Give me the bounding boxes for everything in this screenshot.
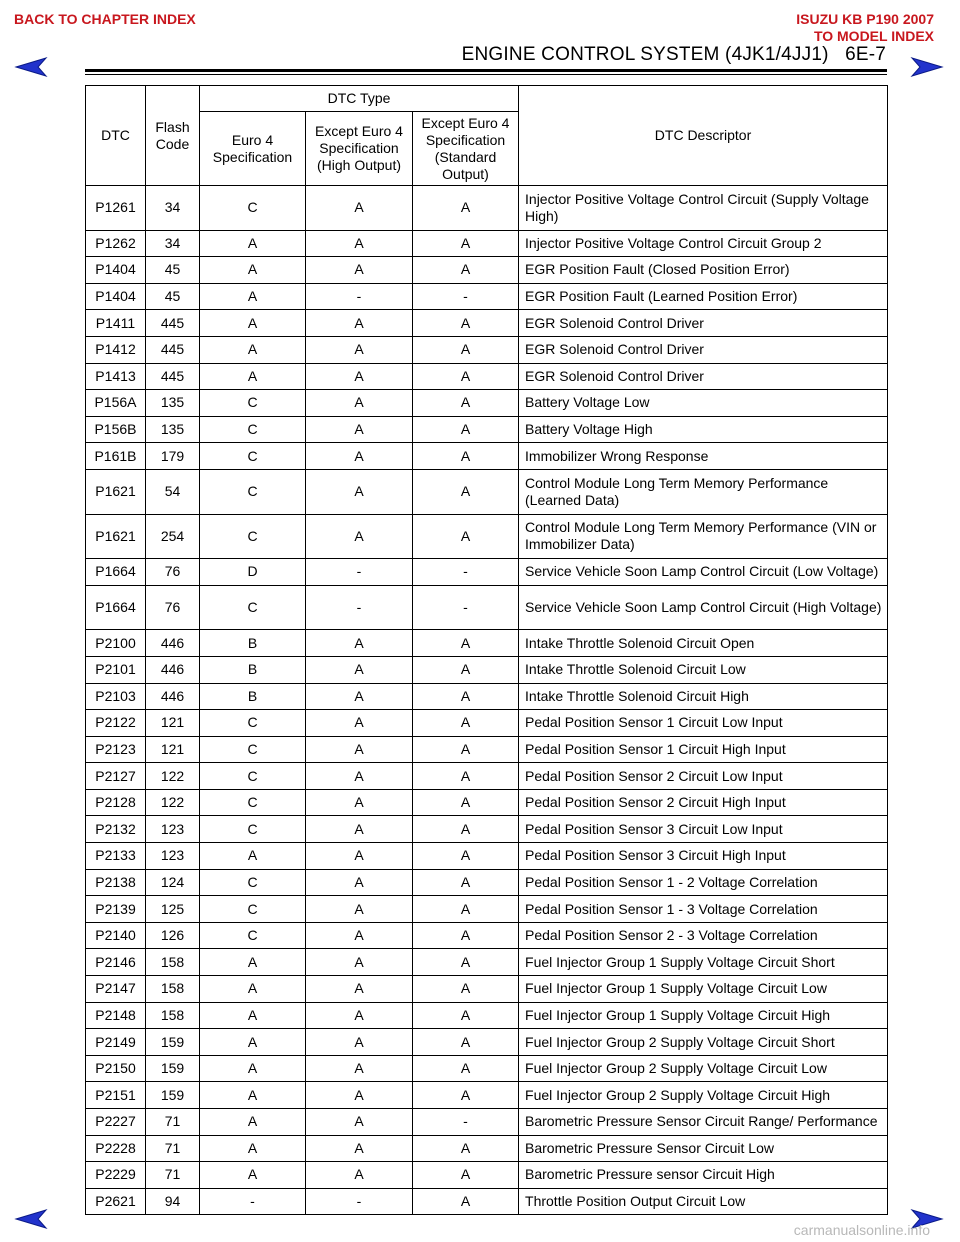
table-row	[86, 869, 888, 896]
flash-code: 135	[146, 416, 200, 443]
dtc-code: P2151	[86, 1082, 146, 1109]
page-number: 6E-7	[845, 44, 886, 65]
dtc-descriptor: Barometric Pressure sensor Circuit High	[519, 1162, 888, 1189]
except-euro4-standard-type: A	[413, 514, 519, 559]
except-euro4-high-type: A	[306, 763, 413, 790]
except-euro4-high-type: A	[306, 1029, 413, 1056]
dtc-descriptor: Pedal Position Sensor 3 Circuit Low Input	[519, 816, 888, 843]
flash-code: 121	[146, 736, 200, 763]
euro4-type: A	[200, 1082, 306, 1109]
model-title-link[interactable]: ISUZU KB P190 2007	[796, 11, 934, 27]
dtc-code: P1621	[86, 469, 146, 514]
flash-code: 71	[146, 1109, 200, 1136]
flash-code: 125	[146, 896, 200, 923]
dtc-code: P2127	[86, 763, 146, 790]
dtc-descriptor: Service Vehicle Soon Lamp Control Circuit (Low Voltage)	[519, 559, 888, 586]
flash-code: 34	[146, 186, 200, 231]
dtc-code: P2103	[86, 683, 146, 710]
flash-code: 76	[146, 585, 200, 630]
euro4-type: C	[200, 186, 306, 231]
table-row	[86, 1188, 888, 1215]
dtc-code: P2229	[86, 1162, 146, 1189]
dtc-code: P1411	[86, 310, 146, 337]
dtc-code: P2228	[86, 1135, 146, 1162]
col-header-flash-code: Flash Code	[146, 86, 200, 186]
dtc-code: P2128	[86, 789, 146, 816]
flash-code: 71	[146, 1162, 200, 1189]
flash-code: 446	[146, 656, 200, 683]
except-euro4-high-type: A	[306, 390, 413, 417]
dtc-descriptor: Pedal Position Sensor 1 Circuit Low Input	[519, 710, 888, 737]
dtc-descriptor: Intake Throttle Solenoid Circuit Open	[519, 630, 888, 657]
except-euro4-high-type: A	[306, 736, 413, 763]
table-row	[86, 683, 888, 710]
dtc-descriptor: Intake Throttle Solenoid Circuit High	[519, 683, 888, 710]
except-euro4-standard-type: -	[413, 1109, 519, 1136]
flash-code: 45	[146, 257, 200, 284]
except-euro4-high-type: A	[306, 310, 413, 337]
dtc-descriptor: Fuel Injector Group 2 Supply Voltage Circuit Short	[519, 1029, 888, 1056]
flash-code: 158	[146, 949, 200, 976]
col-header-euro4: Euro 4 Specification	[200, 112, 306, 186]
back-to-chapter-index-link[interactable]: BACK TO CHAPTER INDEX	[14, 11, 196, 27]
except-euro4-standard-type: A	[413, 1188, 519, 1215]
dtc-descriptor: Battery Voltage Low	[519, 390, 888, 417]
euro4-type: C	[200, 585, 306, 630]
euro4-type: C	[200, 390, 306, 417]
euro4-type: C	[200, 469, 306, 514]
dtc-descriptor: Pedal Position Sensor 2 - 3 Voltage Correlation	[519, 922, 888, 949]
euro4-type: C	[200, 710, 306, 737]
flash-code: 124	[146, 869, 200, 896]
flash-code: 159	[146, 1055, 200, 1082]
except-euro4-high-type: -	[306, 283, 413, 310]
except-euro4-high-type: -	[306, 1188, 413, 1215]
flash-code: 94	[146, 1188, 200, 1215]
euro4-type: A	[200, 363, 306, 390]
dtc-table-body	[86, 186, 888, 1215]
dtc-code: P2101	[86, 656, 146, 683]
flash-code: 54	[146, 469, 200, 514]
page-header	[462, 44, 886, 66]
except-euro4-standard-type: A	[413, 736, 519, 763]
table-row	[86, 514, 888, 559]
dtc-table	[85, 85, 888, 1215]
table-row	[86, 1135, 888, 1162]
except-euro4-standard-type: A	[413, 1135, 519, 1162]
except-euro4-high-type: A	[306, 949, 413, 976]
except-euro4-high-type: A	[306, 443, 413, 470]
dtc-descriptor: Fuel Injector Group 1 Supply Voltage Circuit High	[519, 1002, 888, 1029]
dtc-code: P156B	[86, 416, 146, 443]
dtc-descriptor: Intake Throttle Solenoid Circuit Low	[519, 656, 888, 683]
dtc-descriptor: Pedal Position Sensor 1 Circuit High Input	[519, 736, 888, 763]
dtc-code: P161B	[86, 443, 146, 470]
dtc-code: P2123	[86, 736, 146, 763]
euro4-type: A	[200, 1055, 306, 1082]
except-euro4-high-type: A	[306, 710, 413, 737]
table-row	[86, 336, 888, 363]
table-row	[86, 816, 888, 843]
dtc-code: P2122	[86, 710, 146, 737]
dtc-descriptor: Pedal Position Sensor 3 Circuit High Input	[519, 843, 888, 870]
except-euro4-standard-type: A	[413, 683, 519, 710]
except-euro4-standard-type: A	[413, 443, 519, 470]
dtc-descriptor: Barometric Pressure Sensor Circuit Low	[519, 1135, 888, 1162]
flash-code: 34	[146, 230, 200, 257]
flash-code: 445	[146, 363, 200, 390]
dtc-code: P2132	[86, 816, 146, 843]
dtc-code: P1664	[86, 585, 146, 630]
flash-code: 123	[146, 816, 200, 843]
except-euro4-standard-type: -	[413, 559, 519, 586]
except-euro4-high-type: A	[306, 1109, 413, 1136]
euro4-type: C	[200, 869, 306, 896]
flash-code: 123	[146, 843, 200, 870]
col-header-dtc: DTC	[86, 86, 146, 186]
table-row	[86, 1162, 888, 1189]
except-euro4-standard-type: A	[413, 230, 519, 257]
euro4-type: A	[200, 257, 306, 284]
euro4-type: C	[200, 922, 306, 949]
euro4-type: A	[200, 949, 306, 976]
euro4-type: D	[200, 559, 306, 586]
euro4-type: C	[200, 789, 306, 816]
except-euro4-high-type: A	[306, 230, 413, 257]
dtc-descriptor: Pedal Position Sensor 2 Circuit High Input	[519, 789, 888, 816]
dtc-code: P2140	[86, 922, 146, 949]
dtc-descriptor: Control Module Long Term Memory Performance (Learned Data)	[519, 469, 888, 514]
dtc-descriptor: Fuel Injector Group 1 Supply Voltage Circuit Short	[519, 949, 888, 976]
except-euro4-standard-type: A	[413, 763, 519, 790]
table-row	[86, 710, 888, 737]
dtc-code: P1404	[86, 283, 146, 310]
flash-code: 445	[146, 336, 200, 363]
except-euro4-high-type: A	[306, 683, 413, 710]
except-euro4-high-type: A	[306, 1002, 413, 1029]
table-row	[86, 186, 888, 231]
euro4-type: A	[200, 1029, 306, 1056]
flash-code: 446	[146, 683, 200, 710]
except-euro4-standard-type: A	[413, 922, 519, 949]
euro4-type: C	[200, 763, 306, 790]
except-euro4-high-type: A	[306, 1135, 413, 1162]
next-page-arrow-icon[interactable]	[910, 56, 944, 78]
table-row	[86, 1029, 888, 1056]
dtc-code: P1262	[86, 230, 146, 257]
dtc-descriptor: Control Module Long Term Memory Performance (VIN or Immobilizer Data)	[519, 514, 888, 559]
euro4-type: A	[200, 1135, 306, 1162]
dtc-code: P1621	[86, 514, 146, 559]
except-euro4-standard-type: A	[413, 976, 519, 1003]
euro4-type: A	[200, 1162, 306, 1189]
flash-code: 126	[146, 922, 200, 949]
euro4-type: B	[200, 656, 306, 683]
except-euro4-standard-type: A	[413, 816, 519, 843]
watermark: carmanualsonline.info	[793, 1222, 930, 1238]
flash-code: 122	[146, 789, 200, 816]
dtc-descriptor: Battery Voltage High	[519, 416, 888, 443]
flash-code: 122	[146, 763, 200, 790]
except-euro4-high-type: A	[306, 1082, 413, 1109]
except-euro4-standard-type: A	[413, 469, 519, 514]
flash-code: 446	[146, 630, 200, 657]
table-row	[86, 283, 888, 310]
except-euro4-standard-type: A	[413, 630, 519, 657]
euro4-type: A	[200, 283, 306, 310]
dtc-descriptor: Pedal Position Sensor 1 - 3 Voltage Correlation	[519, 896, 888, 923]
except-euro4-high-type: A	[306, 789, 413, 816]
table-row	[86, 469, 888, 514]
except-euro4-standard-type: -	[413, 283, 519, 310]
dtc-code: P2621	[86, 1188, 146, 1215]
except-euro4-high-type: A	[306, 514, 413, 559]
table-row	[86, 630, 888, 657]
except-euro4-standard-type: -	[413, 585, 519, 630]
dtc-code: P2147	[86, 976, 146, 1003]
table-row	[86, 896, 888, 923]
dtc-code: P156A	[86, 390, 146, 417]
dtc-code: P2146	[86, 949, 146, 976]
except-euro4-high-type: A	[306, 416, 413, 443]
euro4-type: C	[200, 896, 306, 923]
flash-code: 159	[146, 1082, 200, 1109]
dtc-descriptor: Service Vehicle Soon Lamp Control Circuit (High Voltage)	[519, 585, 888, 630]
dtc-code: P2150	[86, 1055, 146, 1082]
euro4-type: A	[200, 336, 306, 363]
table-row	[86, 736, 888, 763]
dtc-code: P2149	[86, 1029, 146, 1056]
col-header-dtc-type: DTC Type	[200, 86, 519, 112]
table-row	[86, 976, 888, 1003]
except-euro4-standard-type: A	[413, 186, 519, 231]
col-header-except-euro4-high: Except Euro 4 Specification (High Output)	[306, 112, 413, 186]
euro4-type: A	[200, 230, 306, 257]
except-euro4-standard-type: A	[413, 843, 519, 870]
euro4-type: C	[200, 416, 306, 443]
table-row	[86, 310, 888, 337]
euro4-type: C	[200, 736, 306, 763]
table-row	[86, 390, 888, 417]
header-rule-thin	[85, 74, 887, 75]
except-euro4-standard-type: A	[413, 1055, 519, 1082]
except-euro4-high-type: A	[306, 656, 413, 683]
table-row	[86, 443, 888, 470]
dtc-descriptor: Injector Positive Voltage Control Circuit Group 2	[519, 230, 888, 257]
table-row	[86, 416, 888, 443]
dtc-code: P1412	[86, 336, 146, 363]
dtc-code: P2148	[86, 1002, 146, 1029]
dtc-descriptor: Pedal Position Sensor 2 Circuit Low Input	[519, 763, 888, 790]
except-euro4-standard-type: A	[413, 1082, 519, 1109]
table-row	[86, 363, 888, 390]
table-row	[86, 922, 888, 949]
except-euro4-standard-type: A	[413, 1002, 519, 1029]
except-euro4-standard-type: A	[413, 789, 519, 816]
except-euro4-high-type: A	[306, 869, 413, 896]
except-euro4-standard-type: A	[413, 656, 519, 683]
table-row	[86, 230, 888, 257]
except-euro4-high-type: -	[306, 585, 413, 630]
except-euro4-high-type: A	[306, 922, 413, 949]
dtc-descriptor: EGR Solenoid Control Driver	[519, 363, 888, 390]
except-euro4-standard-type: A	[413, 869, 519, 896]
flash-code: 158	[146, 976, 200, 1003]
except-euro4-standard-type: A	[413, 336, 519, 363]
flash-code: 159	[146, 1029, 200, 1056]
euro4-type: A	[200, 843, 306, 870]
table-row	[86, 763, 888, 790]
dtc-descriptor: Fuel Injector Group 1 Supply Voltage Circuit Low	[519, 976, 888, 1003]
flash-code: 445	[146, 310, 200, 337]
table-row	[86, 789, 888, 816]
except-euro4-high-type: A	[306, 976, 413, 1003]
except-euro4-standard-type: A	[413, 310, 519, 337]
table-row	[86, 1082, 888, 1109]
euro4-type: B	[200, 683, 306, 710]
table-row	[86, 585, 888, 630]
except-euro4-standard-type: A	[413, 363, 519, 390]
dtc-descriptor: Injector Positive Voltage Control Circuit (Supply Voltage High)	[519, 186, 888, 231]
dtc-descriptor: EGR Position Fault (Learned Position Error)	[519, 283, 888, 310]
flash-code: 135	[146, 390, 200, 417]
header-rule-thick	[85, 69, 887, 72]
dtc-code: P1404	[86, 257, 146, 284]
except-euro4-high-type: A	[306, 630, 413, 657]
dtc-descriptor: EGR Solenoid Control Driver	[519, 336, 888, 363]
euro4-type: A	[200, 976, 306, 1003]
except-euro4-high-type: A	[306, 816, 413, 843]
dtc-descriptor: Fuel Injector Group 2 Supply Voltage Circuit High	[519, 1082, 888, 1109]
except-euro4-standard-type: A	[413, 710, 519, 737]
page-section-title: ENGINE CONTROL SYSTEM (4JK1/4JJ1)	[461, 44, 829, 65]
flash-code: 76	[146, 559, 200, 586]
dtc-code: P2100	[86, 630, 146, 657]
dtc-code: P2227	[86, 1109, 146, 1136]
except-euro4-standard-type: A	[413, 257, 519, 284]
col-header-except-euro4-standard: Except Euro 4 Specification (Standard Output)	[413, 112, 519, 186]
euro4-type: A	[200, 1109, 306, 1136]
except-euro4-standard-type: A	[413, 896, 519, 923]
euro4-type: C	[200, 816, 306, 843]
dtc-code: P1413	[86, 363, 146, 390]
dtc-descriptor: Fuel Injector Group 2 Supply Voltage Circuit Low	[519, 1055, 888, 1082]
except-euro4-standard-type: A	[413, 1029, 519, 1056]
table-row	[86, 257, 888, 284]
dtc-code: P2138	[86, 869, 146, 896]
except-euro4-high-type: A	[306, 1162, 413, 1189]
previous-page-arrow-icon[interactable]	[14, 56, 48, 78]
flash-code: 45	[146, 283, 200, 310]
except-euro4-standard-type: A	[413, 390, 519, 417]
flash-code: 254	[146, 514, 200, 559]
flash-code: 71	[146, 1135, 200, 1162]
euro4-type: A	[200, 1002, 306, 1029]
table-row	[86, 656, 888, 683]
euro4-type: C	[200, 443, 306, 470]
dtc-descriptor: EGR Solenoid Control Driver	[519, 310, 888, 337]
table-row	[86, 949, 888, 976]
dtc-descriptor: Pedal Position Sensor 1 - 2 Voltage Correlation	[519, 869, 888, 896]
dtc-descriptor: EGR Position Fault (Closed Position Error)	[519, 257, 888, 284]
col-header-dtc-descriptor: DTC Descriptor	[519, 86, 888, 186]
except-euro4-standard-type: A	[413, 416, 519, 443]
to-model-index-link[interactable]: TO MODEL INDEX	[813, 28, 934, 44]
euro4-type: C	[200, 514, 306, 559]
except-euro4-high-type: A	[306, 896, 413, 923]
dtc-descriptor: Barometric Pressure Sensor Circuit Range/ Performance	[519, 1109, 888, 1136]
except-euro4-high-type: A	[306, 186, 413, 231]
except-euro4-high-type: A	[306, 1055, 413, 1082]
dtc-descriptor: Immobilizer Wrong Response	[519, 443, 888, 470]
except-euro4-high-type: -	[306, 559, 413, 586]
flash-code: 121	[146, 710, 200, 737]
except-euro4-high-type: A	[306, 469, 413, 514]
euro4-type: B	[200, 630, 306, 657]
except-euro4-high-type: A	[306, 257, 413, 284]
flash-code: 158	[146, 1002, 200, 1029]
euro4-type: A	[200, 310, 306, 337]
dtc-code: P1261	[86, 186, 146, 231]
table-row	[86, 843, 888, 870]
except-euro4-high-type: A	[306, 843, 413, 870]
flash-code: 179	[146, 443, 200, 470]
table-row	[86, 1002, 888, 1029]
dtc-code: P2133	[86, 843, 146, 870]
table-row	[86, 1109, 888, 1136]
except-euro4-standard-type: A	[413, 1162, 519, 1189]
dtc-code: P2139	[86, 896, 146, 923]
euro4-type: -	[200, 1188, 306, 1215]
except-euro4-high-type: A	[306, 363, 413, 390]
dtc-descriptor: Throttle Position Output Circuit Low	[519, 1188, 888, 1215]
table-row	[86, 559, 888, 586]
dtc-code: P1664	[86, 559, 146, 586]
table-row	[86, 1055, 888, 1082]
except-euro4-standard-type: A	[413, 949, 519, 976]
except-euro4-high-type: A	[306, 336, 413, 363]
previous-page-arrow-icon[interactable]	[14, 1208, 48, 1230]
